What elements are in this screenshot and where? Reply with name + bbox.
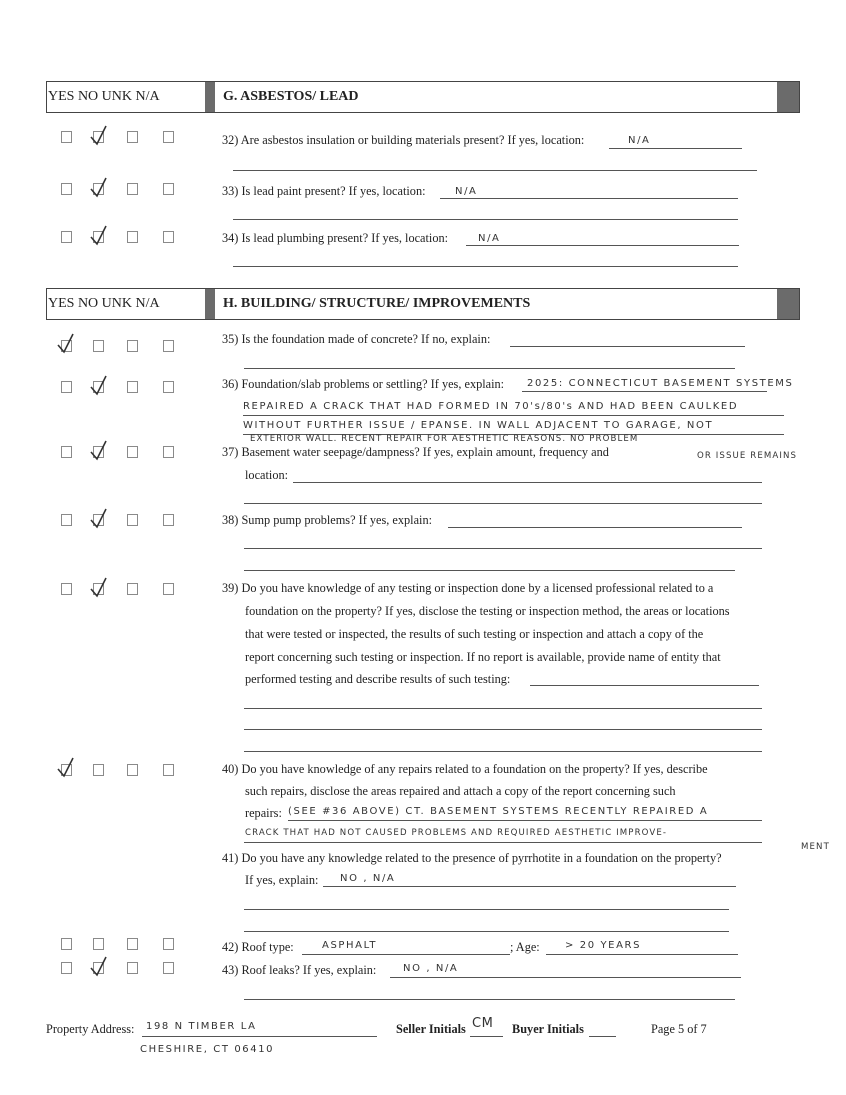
checkmark-icon [89, 577, 109, 599]
question-text: 35) Is the foundation made of concrete? If no, explain: [222, 332, 491, 346]
header-divider [205, 82, 215, 112]
answer-line [293, 482, 762, 483]
checkbox-unk[interactable] [127, 231, 138, 243]
answer-line [466, 245, 739, 246]
checkbox-unk[interactable] [127, 514, 138, 526]
question-text: 38) Sump pump problems? If yes, explain: [222, 513, 433, 527]
answer-line [244, 708, 762, 709]
checkmark-icon [89, 225, 109, 247]
seller-initials-label: Seller Initials [396, 1022, 466, 1036]
buyer-initials-line [589, 1036, 616, 1037]
section-title-h: H. BUILDING/ STRUCTURE/ IMPROVEMENTS [223, 296, 531, 311]
answer-line [244, 503, 762, 504]
question-text: 43) Roof leaks? If yes, explain: [222, 963, 377, 977]
section-h-header [46, 288, 800, 320]
checkmark-icon [89, 177, 109, 199]
question-text: 36) Foundation/slab problems or settling? If yes, explain: [222, 377, 505, 391]
question-text: 41) Do you have any knowledge related to the presence of pyrrhotite in a foundation on the property? [222, 851, 722, 865]
checkmark-icon [89, 125, 109, 147]
checkbox-unk[interactable] [127, 962, 138, 974]
checkbox-yes[interactable] [61, 446, 72, 458]
checkbox-unk[interactable] [127, 131, 138, 143]
checkbox-na[interactable] [163, 583, 174, 595]
question-text-line-3: that were tested or inspected, the results of such testing or inspection and attach a copy of the [245, 627, 704, 641]
property-address-label: Property Address: [46, 1022, 135, 1036]
handwritten-answer-line-1: (SEE #36 ABOVE) CT. BASEMENT SYSTEMS RECENTLY REPAIRED A [288, 806, 709, 817]
header-end-cap [777, 82, 799, 112]
checkmark-icon [56, 333, 76, 355]
checkbox-na[interactable] [163, 131, 174, 143]
answer-line [302, 954, 510, 955]
checkbox-no[interactable] [93, 340, 104, 352]
question-text: 34) Is lead plumbing present? If yes, location: [222, 231, 449, 245]
checkbox-yes[interactable] [61, 183, 72, 195]
question-text-line-3: repairs: [245, 806, 282, 820]
question-text-line-1: 39) Do you have knowledge of any testing or inspection done by a licensed professional related to a [222, 581, 714, 595]
checkbox-no[interactable] [93, 764, 104, 776]
answer-line [244, 548, 762, 549]
handwritten-age: > 20 YEARS [565, 940, 642, 951]
answer-line [244, 909, 729, 910]
checkbox-na[interactable] [163, 231, 174, 243]
answer-line [390, 977, 741, 978]
question-text: 42) Roof type: [222, 940, 294, 954]
checkbox-unk[interactable] [127, 340, 138, 352]
question-text: 32) Are asbestos insulation or building materials present? If yes, location: [222, 133, 585, 147]
checkbox-na[interactable] [163, 764, 174, 776]
answer-line [244, 842, 762, 843]
handwritten-answer-line-2: CRACK THAT HAD NOT CAUSED PROBLEMS AND REQUIRED AESTHETIC IMPROVE- [245, 828, 668, 838]
question-text-line-1: 40) Do you have knowledge of any repairs related to a foundation on the property? If yes, describe [222, 762, 708, 776]
handwritten-answer: N/A [628, 135, 651, 146]
section-g-header [46, 81, 800, 113]
checkbox-na[interactable] [163, 340, 174, 352]
checkbox-unk[interactable] [127, 446, 138, 458]
section-title-g: G. ASBESTOS/ LEAD [223, 89, 359, 104]
answer-line [244, 931, 729, 932]
checkbox-yes[interactable] [61, 583, 72, 595]
checkbox-unk[interactable] [127, 938, 138, 950]
checkbox-na[interactable] [163, 938, 174, 950]
checkbox-unk[interactable] [127, 764, 138, 776]
handwritten-address-line-1: 198 N TIMBER LA [146, 1021, 257, 1032]
answer-line [522, 391, 767, 392]
answer-line [440, 198, 738, 199]
question-text-line-2: foundation on the property? If yes, disclose the testing or inspection method, the areas or locations [245, 604, 730, 618]
question-text-line-5: performed testing and describe results of such testing: [245, 672, 511, 686]
buyer-initials-label: Buyer Initials [512, 1022, 584, 1036]
checkbox-yes[interactable] [61, 938, 72, 950]
checkbox-no[interactable] [93, 938, 104, 950]
answer-line [244, 751, 762, 752]
answer-line [243, 415, 784, 416]
checkmark-icon [89, 956, 109, 978]
handwritten-roof-type: ASPHALT [322, 940, 378, 951]
answer-line [510, 346, 745, 347]
handwritten-answer-line-3: WITHOUT FURTHER ISSUE / EPANSE. IN WALL ADJACENT TO GARAGE, NOT [243, 420, 714, 431]
handwritten-answer: NO , N/A [403, 963, 459, 974]
answer-columns-header: YES NO UNK N/A [48, 296, 160, 311]
handwritten-answer: N/A [455, 186, 478, 197]
checkbox-yes[interactable] [61, 131, 72, 143]
answer-line [530, 685, 759, 686]
checkbox-yes[interactable] [61, 514, 72, 526]
answer-line [609, 148, 742, 149]
answer-line [546, 954, 738, 955]
answer-line [244, 570, 735, 571]
question-text-continued: location: [245, 468, 289, 482]
handwritten-answer-line-5: OR ISSUE REMAINS [697, 451, 798, 461]
header-end-cap [777, 289, 799, 319]
checkbox-unk[interactable] [127, 381, 138, 393]
question-text: 37) Basement water seepage/dampness? If yes, explain amount, frequency and [222, 445, 609, 459]
handwritten-seller-initials: CM [472, 1016, 494, 1031]
question-text-line-2: such repairs, disclose the areas repaired and attach a copy of the report concerning such [245, 784, 676, 798]
answer-line [288, 820, 762, 821]
handwritten-answer: N/A [478, 233, 501, 244]
answer-line [244, 368, 735, 369]
checkbox-unk[interactable] [127, 583, 138, 595]
handwritten-answer: NO , N/A [340, 873, 396, 884]
checkbox-yes[interactable] [61, 231, 72, 243]
handwritten-answer-line-1: 2025: CONNECTICUT BASEMENT SYSTEMS [527, 378, 794, 389]
checkbox-yes[interactable] [61, 381, 72, 393]
question-text-continued: If yes, explain: [245, 873, 319, 887]
question-text-line-4: report concerning such testing or inspection. If no report is available, provide name of entity that [245, 650, 721, 664]
checkbox-na[interactable] [163, 381, 174, 393]
handwritten-answer-line-2: REPAIRED A CRACK THAT HAD FORMED IN 70's/80's AND HAD BEEN CAULKED [243, 401, 739, 412]
answer-line [448, 527, 742, 528]
checkmark-icon [89, 508, 109, 530]
address-line [142, 1036, 377, 1037]
checkbox-na[interactable] [163, 446, 174, 458]
handwritten-answer-line-3: MENT [801, 842, 830, 852]
age-label: ; Age: [510, 940, 540, 954]
checkbox-na[interactable] [163, 962, 174, 974]
checkbox-unk[interactable] [127, 183, 138, 195]
answer-line [233, 219, 738, 220]
answer-line [233, 266, 738, 267]
checkmark-icon [56, 757, 76, 779]
checkmark-icon [89, 440, 109, 462]
page-number: Page 5 of 7 [651, 1022, 707, 1036]
header-divider [205, 289, 215, 319]
answer-line [244, 999, 735, 1000]
seller-initials-line [470, 1036, 503, 1037]
checkbox-yes[interactable] [61, 962, 72, 974]
answer-line [323, 886, 736, 887]
answer-line [244, 729, 762, 730]
question-text: 33) Is lead paint present? If yes, location: [222, 184, 426, 198]
checkbox-na[interactable] [163, 514, 174, 526]
answer-columns-header: YES NO UNK N/A [48, 89, 160, 104]
checkbox-na[interactable] [163, 183, 174, 195]
handwritten-address-line-2: CHESHIRE, CT 06410 [140, 1044, 275, 1055]
checkmark-icon [89, 375, 109, 397]
answer-line [233, 170, 757, 171]
handwritten-answer-line-4: EXTERIOR WALL. RECENT REPAIR FOR AESTHETIC REASONS. NO PROBLEM [250, 434, 639, 444]
